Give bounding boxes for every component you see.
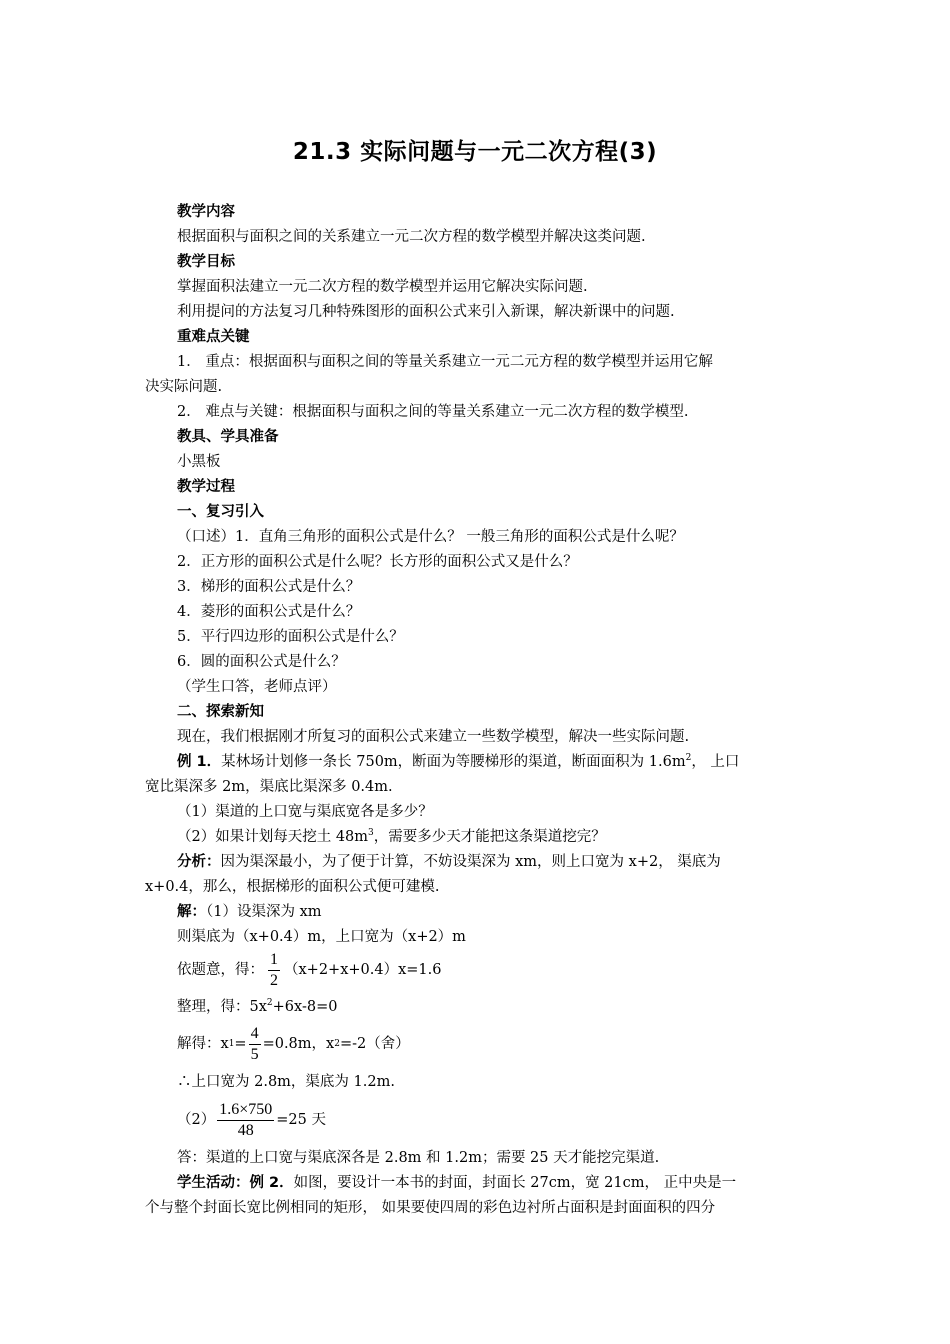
- solution-step-4-pre: 整理，得：5x: [177, 999, 267, 1015]
- solution-step-3: [177, 950, 817, 990]
- fraction-denominator: 5: [250, 1045, 259, 1063]
- analysis-text-a: 因为渠深最小，为了便于计算，不妨设渠深为 xm，则上口宽为 x+2， 渠底为: [220, 854, 721, 870]
- solution-step-7-post: =25 天: [276, 1112, 326, 1128]
- heading-content: 教学内容: [177, 204, 235, 220]
- example1-q2-sup: 3: [368, 828, 374, 838]
- example1-line-a: [177, 752, 817, 772]
- analysis-label: 分析：: [177, 854, 221, 870]
- tools-text: 小黑板: [177, 454, 221, 470]
- example2-label: 学生活动：例 2．: [177, 1175, 294, 1191]
- example1-text-a: 某林场计划修一条长 750m，断面为等腰梯形的渠道，断面面积为 1.6m: [221, 754, 686, 770]
- solution-step-6: ∴上口宽为 2.8m，渠底为 1.2m.: [177, 1074, 395, 1090]
- heading-goal: 教学目标: [177, 254, 235, 270]
- example2-text-a: 如图，要设计一本书的封面，封面长 27cm，宽 21cm， 正中央是一: [293, 1175, 737, 1191]
- solution-step-3-post: （x+2+x+0.4）x=1.6: [284, 962, 442, 978]
- solution-step-1: （1）设渠深为 xm: [206, 904, 322, 920]
- key-1b: 决实际问题.: [145, 379, 223, 395]
- review-q5: 5．平行四边形的面积公式是什么？: [177, 629, 404, 645]
- example1-q2: [177, 827, 817, 847]
- example1-label: 例 1．: [177, 754, 222, 770]
- example1-area-sup: 2: [685, 753, 692, 763]
- review-q4: 4．菱形的面积公式是什么？: [177, 604, 361, 620]
- solution-step-3-pre: 依题意，得：: [177, 962, 264, 978]
- fraction-one-half: [268, 950, 280, 991]
- fraction-numerator: 1.6×750: [217, 1100, 274, 1121]
- fraction-denominator: 2: [270, 971, 278, 989]
- solution-step-4-sup: 2: [266, 998, 273, 1008]
- key-1a: 1． 重点：根据面积与面积之间的等量关系建立一元二元方程的数学模型并运用它解: [177, 354, 713, 370]
- solution-step-5-post: =-2（舍）: [339, 1036, 410, 1052]
- fraction-days: [217, 1100, 274, 1141]
- analysis-line-a: [177, 852, 817, 872]
- review-note: （学生口答，老师点评）: [177, 679, 337, 695]
- solution-step-5-eq: =: [234, 1036, 247, 1052]
- solution-label: 解：: [177, 904, 206, 920]
- fraction-four-fifths: [249, 1024, 261, 1065]
- content-text: 根据面积与面积之间的关系建立一元二次方程的数学模型并解决这类问题.: [177, 229, 646, 245]
- example1-answer: 答：渠道的上口宽与渠底深各是 2.8m 和 1.2m；需要 25 天才能挖完渠道.: [177, 1150, 660, 1166]
- review-q1: （口述）1．直角三角形的面积公式是什么？ 一般三角形的面积公式是什么呢？: [177, 529, 684, 545]
- example2-line-a: [177, 1173, 817, 1193]
- analysis-line-b: x+0.4，那么，根据梯形的面积公式便可建模.: [145, 879, 440, 895]
- solution-step-7-pre: （2）: [177, 1112, 216, 1128]
- example1-text-a-end: ， 上口: [691, 754, 740, 770]
- solution-step-4-post: +6x-8=0: [272, 999, 338, 1015]
- solution-line-1: [177, 902, 817, 922]
- goal-1: 掌握面积法建立一元二次方程的数学模型并运用它解决实际问题.: [177, 279, 588, 295]
- review-q6: 6．圆的面积公式是什么？: [177, 654, 346, 670]
- heading-review: 一、复习引入: [177, 504, 264, 520]
- goal-2: 利用提问的方法复习几种特殊图形的面积公式来引入新课，解决新课中的问题.: [177, 304, 675, 320]
- solution-step-2: 则渠底为（x+0.4）m，上口宽为（x+2）m: [177, 929, 466, 945]
- solution-step-5: 解得：x 1 = $\frac{4}{5}$ =0.8m，x 2 =-2（舍）: [177, 1024, 410, 1063]
- fraction-numerator: 1: [268, 950, 280, 971]
- example1-line-b: 宽比渠深多 2m，渠底比渠深多 0.4m.: [145, 779, 393, 795]
- solution-step-7: [177, 1097, 817, 1143]
- page-title: 21.3 实际问题与一元二次方程(3): [292, 139, 658, 165]
- key-2: 2． 难点与关键：根据面积与面积之间的等量关系建立一元二次方程的数学模型.: [177, 404, 689, 420]
- review-q3: 3．梯形的面积公式是什么？: [177, 579, 361, 595]
- example1-q1: （1）渠道的上口宽与渠底宽各是多少？: [177, 804, 433, 820]
- heading-tools: 教具、学具准备: [177, 429, 279, 445]
- solution-step-5-mid: =0.8m，x: [262, 1036, 335, 1052]
- fraction-numerator: 4: [249, 1024, 261, 1045]
- explore-intro: 现在，我们根据刚才所复习的面积公式来建立一些数学模型，解决一些实际问题.: [177, 729, 690, 745]
- heading-process: 教学过程: [177, 479, 235, 495]
- example1-q2-b: ，需要多少天才能把这条渠道挖完？: [373, 829, 606, 845]
- heading-key: 重难点关键: [177, 329, 250, 345]
- example1-q2-a: （2）如果计划每天挖土 48m: [177, 829, 369, 845]
- review-q2: 2．正方形的面积公式是什么呢？长方形的面积公式又是什么？: [177, 554, 578, 570]
- example2-line-b: 个与整个封面长宽比例相同的矩形， 如果要使四周的彩色边衬所占面积是封面面积的四分: [145, 1200, 716, 1216]
- fraction-denominator: 48: [237, 1121, 254, 1139]
- solution-step-4: [177, 997, 817, 1017]
- heading-explore: 二、探索新知: [177, 704, 264, 720]
- solution-step-5-pre: 解得：x: [177, 1036, 229, 1052]
